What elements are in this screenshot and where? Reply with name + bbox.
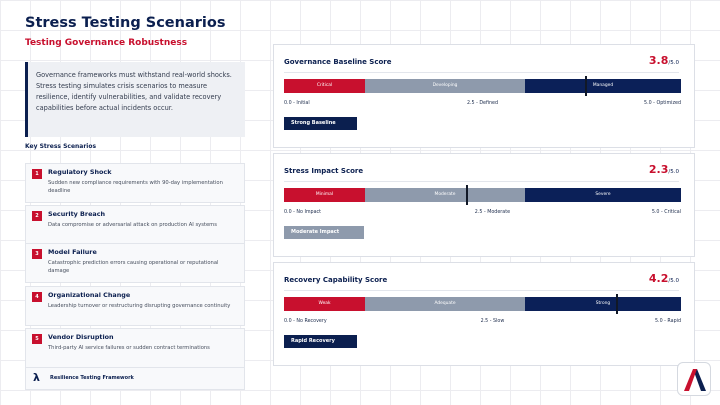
scale-mid-label: 2.5 - Slow xyxy=(480,319,505,324)
page-title: Stress Testing Scenarios xyxy=(25,15,226,31)
score-segment-mid: Developing xyxy=(365,79,525,93)
score-segment-high: Severe xyxy=(525,188,681,202)
scenario-title: Organizational Change xyxy=(48,291,131,299)
score-number: 3.8 xyxy=(648,54,669,67)
score-card-stress-impact xyxy=(273,153,695,257)
scenario-item-vendor-disruption xyxy=(25,328,245,368)
score-bar xyxy=(284,188,681,202)
card-divider xyxy=(284,181,679,182)
score-denominator: /5.0 xyxy=(668,278,679,284)
scale-max-label: 5.0 - Optimized xyxy=(644,101,681,106)
card-divider xyxy=(284,290,679,291)
lambda-icon: λ xyxy=(33,371,40,384)
scenario-description: Data compromise or adversarial attack on production AI systems xyxy=(48,222,217,228)
score-bar xyxy=(284,79,681,93)
scenario-title: Regulatory Shock xyxy=(48,168,112,176)
card-title: Stress Impact Score xyxy=(284,167,364,175)
score-value xyxy=(649,272,679,285)
logo xyxy=(677,362,711,396)
score-marker xyxy=(585,76,587,96)
score-segment-low: Weak xyxy=(284,297,365,311)
card-title: Governance Baseline Score xyxy=(284,58,392,66)
score-segment-low: Critical xyxy=(284,79,365,93)
score-marker xyxy=(616,294,618,314)
framework-footer xyxy=(25,367,245,390)
score-card-governance-baseline xyxy=(273,44,695,148)
scale-mid-label: 2.5 - Defined xyxy=(466,101,499,106)
score-segment-mid: Adequate xyxy=(365,297,525,311)
scenario-number: 4 xyxy=(32,292,42,302)
scenario-description: Leadership turnover or restructuring disrupting governance continuity xyxy=(48,303,231,309)
scenario-number: 5 xyxy=(32,334,42,344)
key-scenarios-label: Key Stress Scenarios xyxy=(25,143,97,150)
status-badge: Rapid Recovery xyxy=(284,335,357,348)
status-badge: Strong Baseline xyxy=(284,117,357,130)
scenario-description: Third-party AI service failures or sudden contract terminations xyxy=(48,345,210,351)
status-badge: Moderate Impact xyxy=(284,226,364,239)
score-value xyxy=(649,163,679,176)
framework-label: Resilience Testing Framework xyxy=(50,375,134,381)
score-scale xyxy=(284,101,681,109)
score-segment-low: Minimal xyxy=(284,188,365,202)
scenario-item-regulatory-shock xyxy=(25,163,245,203)
scale-max-label: 5.0 - Critical xyxy=(651,210,681,215)
score-number: 4.2 xyxy=(648,272,669,285)
scale-min-label: 0.0 - No Recovery xyxy=(284,319,327,324)
score-segment-high: Strong xyxy=(525,297,681,311)
scenario-title: Vendor Disruption xyxy=(48,333,114,341)
brand-logo-icon xyxy=(682,367,708,393)
score-value xyxy=(649,54,679,67)
intro-panel: Governance frameworks must withstand real-world shocks. Stress testing simulates crisis scenarios to measure resilience, identify vulnerabilities, and validate recovery capabilities before actual incidents occur. xyxy=(25,62,245,137)
scenario-number: 1 xyxy=(32,169,42,179)
scenario-item-security-breach xyxy=(25,205,245,245)
scale-min-label: 0.0 - Initial xyxy=(284,101,310,106)
score-denominator: /5.0 xyxy=(668,60,679,66)
score-card-recovery-capability xyxy=(273,262,695,366)
score-scale xyxy=(284,319,681,327)
card-divider xyxy=(284,72,679,73)
scenario-number: 2 xyxy=(32,211,42,221)
scenario-number: 3 xyxy=(32,249,42,259)
page-subtitle: Testing Governance Robustness xyxy=(25,38,188,48)
card-title: Recovery Capability Score xyxy=(284,276,388,284)
score-marker xyxy=(466,185,468,205)
scenario-description: Sudden new compliance requirements with 90-day implementation deadline xyxy=(48,180,223,195)
scale-mid-label: 2.5 - Moderate xyxy=(474,210,511,215)
scenario-item-model-failure xyxy=(25,243,245,283)
score-bar xyxy=(284,297,681,311)
scenario-title: Security Breach xyxy=(48,210,106,218)
scale-max-label: 5.0 - Rapid xyxy=(655,319,681,324)
scenario-description: Catastrophic prediction errors causing operational or reputational damage xyxy=(48,260,219,275)
score-denominator: /5.0 xyxy=(668,169,679,175)
score-number: 2.3 xyxy=(648,163,669,176)
scale-min-label: 0.0 - No Impact xyxy=(284,210,322,215)
scenario-title: Model Failure xyxy=(48,248,97,256)
score-segment-high: Managed xyxy=(525,79,681,93)
scenario-item-organizational-change xyxy=(25,286,245,326)
score-scale xyxy=(284,210,681,218)
score-segment-mid: Moderate xyxy=(365,188,525,202)
